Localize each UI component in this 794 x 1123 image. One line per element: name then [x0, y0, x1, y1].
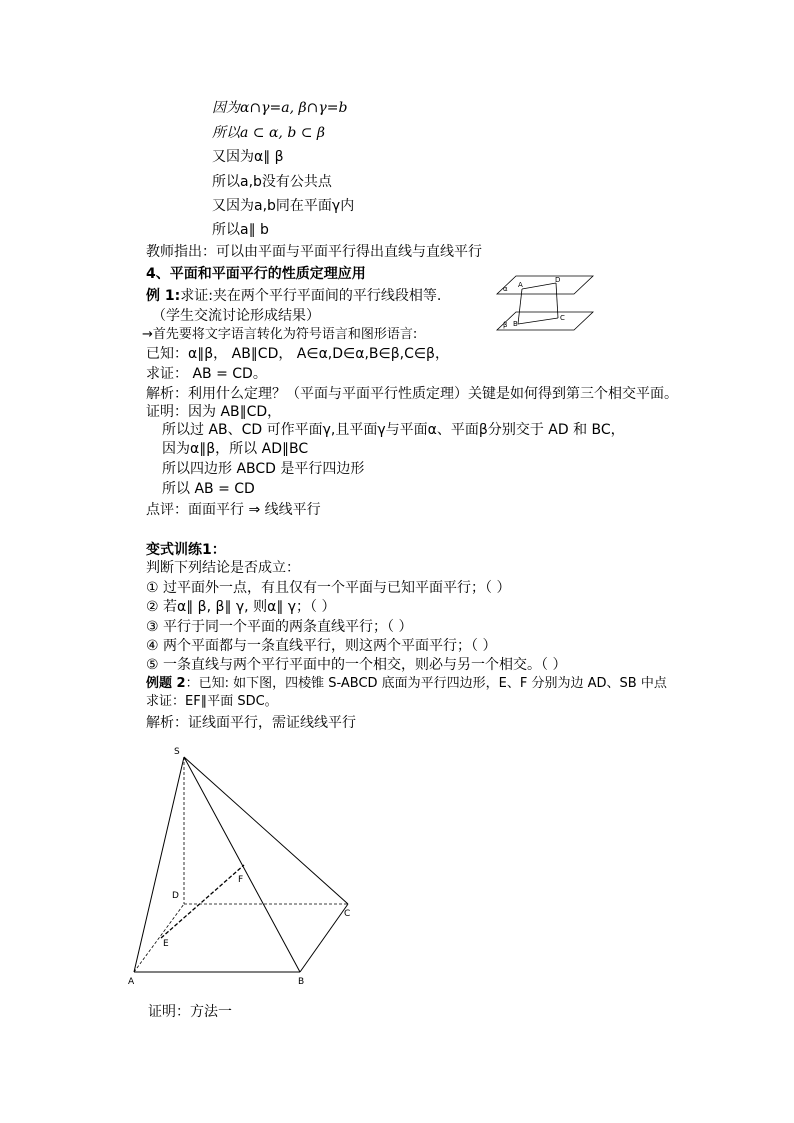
pyramid-figure [120, 740, 370, 990]
section-title: 4、平面和平面平行的性质定理应用 [146, 266, 366, 282]
label-A: A [128, 977, 135, 987]
variant-item-5: ⑤ 一条直线与两个平行平面中的一个相交，则必与另一个相交。（ ） [146, 657, 567, 673]
label-C: C [560, 314, 565, 322]
segment-dc [556, 283, 558, 318]
label-D: D [172, 891, 179, 901]
label-alpha: α [503, 285, 508, 293]
label-B: B [298, 977, 305, 987]
example1-analysis: 解析：利用什么定理？（平面与平面平行性质定理）关键是如何得到第三个相交平面。 [146, 386, 678, 402]
variant-item-1: ① 过平面外一点，有且仅有一个平面与已知平面平行；（ ） [146, 580, 511, 596]
proof-line-1: 因为α∩γ=a, β∩γ=b [212, 100, 348, 116]
label-F: F [238, 875, 244, 885]
example2-label: 例题 2 [146, 676, 186, 691]
example1-prove: 求证： AB = CD。 [146, 366, 267, 382]
variant-item-2: ② 若α∥ β, β∥ γ, 则α∥ γ；（ ） [146, 599, 336, 615]
teacher-note: 教师指出：可以由平面与平面平行得出直线与直线平行 [146, 244, 482, 260]
example1-proof-4: 所以 AB = CD [162, 481, 255, 497]
variant-item-3: ③ 平行于同一个平面的两条直线平行；（ ） [146, 619, 413, 635]
label-A: A [518, 281, 523, 289]
example2-statement [146, 674, 667, 694]
example1-translate: →首先要将文字语言转化为符号语言和图形语言: [142, 327, 418, 342]
example1-proof-title: 证明：因为 AB∥CD， [146, 404, 282, 420]
segment-bc [518, 318, 558, 324]
example2-prove: 求证：EF∥平面 SDC。 [146, 694, 278, 709]
example1-proof-1: 所以过 AB、CD 可作平面γ,且平面γ与平面α、平面β分别交于 AD 和 BC， [162, 422, 625, 438]
edge-sc [184, 757, 348, 904]
label-B: B [513, 320, 518, 328]
segment-ad [522, 283, 556, 289]
proof-line-5: 又因为a,b同在平面γ内 [212, 198, 355, 214]
example1-statement [146, 286, 441, 306]
proof-line-2: 所以a ⊂ α, b ⊂ β [212, 125, 326, 141]
label-beta: β [503, 321, 508, 329]
variant-title: 变式训练1： [146, 542, 226, 558]
segment-ef [161, 865, 244, 938]
label-S: S [174, 747, 180, 757]
plane-beta [497, 312, 593, 330]
example2-text: ：已知: 如下图，四棱锥 S-ABCD 底面为平行四边形，E、F 分别为边 AD、SB 中点 [185, 676, 667, 691]
label-E: E [163, 939, 169, 949]
example1-proof-2: 因为α∥β，所以 AD∥BC [162, 441, 309, 457]
edge-sb [184, 757, 300, 972]
label-C: C [344, 909, 351, 919]
parallel-planes-figure [494, 274, 594, 336]
example2-analysis: 解析：证线面平行，需证线线平行 [146, 715, 356, 731]
example1-comment: 点评：面面平行 ⇒ 线线平行 [146, 502, 321, 518]
label-D: D [555, 276, 561, 284]
footer-proof: 证明：方法一 [148, 1004, 232, 1020]
example1-proof-3: 所以四边形 ABCD 是平行四边形 [162, 461, 365, 477]
variant-intro: 判断下列结论是否成立： [146, 560, 300, 576]
edge-sa [134, 757, 184, 972]
proof-line-4: 所以a,b没有公共点 [212, 174, 332, 190]
example1-text: 求证:夹在两个平行平面间的平行线段相等. [180, 288, 442, 304]
example1-discussion: （学生交流讨论形成结果） [152, 308, 320, 324]
example1-given: 已知：α∥β， AB∥CD， A∈α,D∈α,B∈β,C∈β， [146, 346, 449, 362]
edge-bc [300, 904, 351, 972]
variant-item-4: ④ 两个平面都与一条直线平行，则这两个平面平行；（ ） [146, 638, 497, 654]
proof-line-6: 所以a∥ b [212, 222, 269, 238]
example1-label: 例 1: [146, 288, 181, 304]
proof-line-3: 又因为α∥ β [212, 149, 284, 165]
